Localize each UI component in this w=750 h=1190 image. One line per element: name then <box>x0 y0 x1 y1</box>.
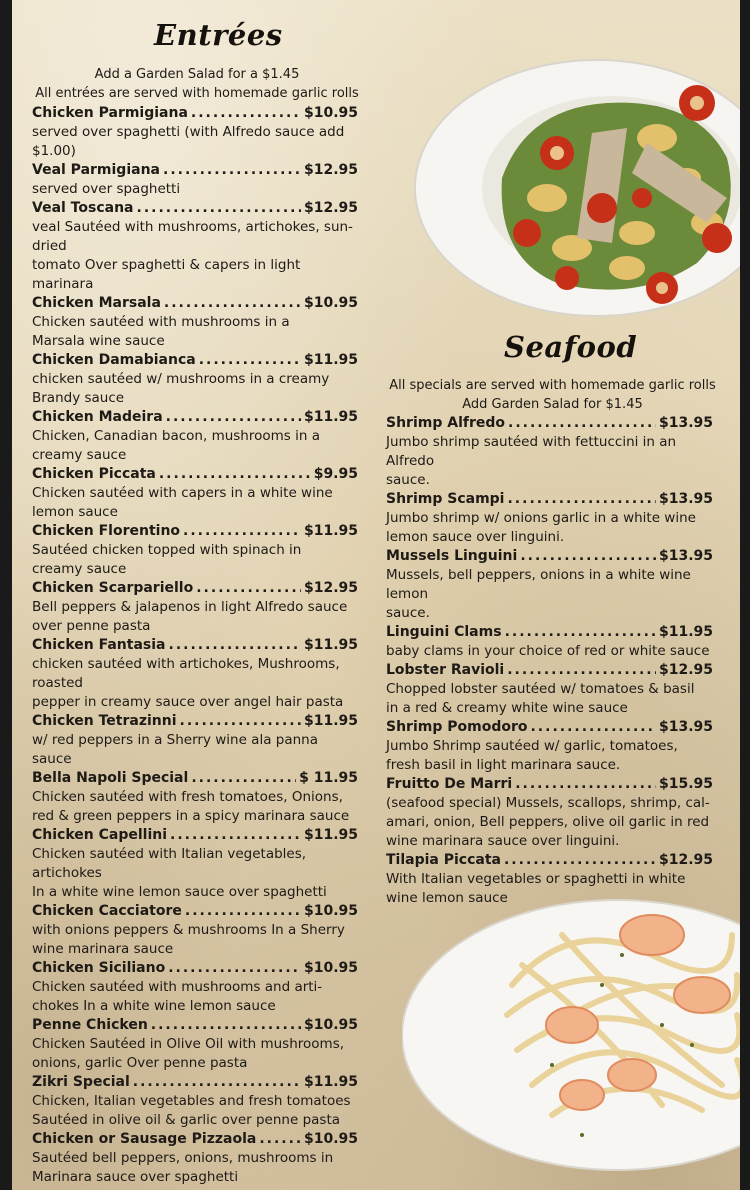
menu-item-description: creamy sauce <box>32 561 127 577</box>
menu-item-name: Shrimp Pomodoro <box>386 719 528 735</box>
menu-item-price: $11.95 <box>303 409 358 425</box>
menu-item-description: w/ red peppers in a Sherry wine ala panna sauce <box>32 732 318 767</box>
menu-item <box>32 636 358 712</box>
dot-leader <box>151 1016 301 1035</box>
menu-item-header <box>32 579 358 598</box>
menu-item-price: $10.95 <box>303 105 358 121</box>
menu-item-name: Chicken Fantasia <box>32 637 166 653</box>
dot-leader <box>185 902 301 921</box>
menu-item <box>32 712 358 769</box>
menu-page <box>12 0 740 1190</box>
dot-leader <box>183 522 301 541</box>
menu-item-description: Marsala wine sauce <box>32 333 165 349</box>
menu-item-header <box>386 547 713 566</box>
menu-item-header <box>386 490 713 509</box>
menu-item <box>32 769 358 826</box>
menu-item <box>386 547 713 623</box>
menu-item-price: $11.95 <box>658 624 713 640</box>
menu-item-description: Chicken sautéed with capers in a white wine <box>32 485 333 501</box>
menu-item-name: Mussels Linguini <box>386 548 518 564</box>
dot-leader <box>163 161 301 180</box>
menu-item-description: creamy sauce <box>32 447 127 463</box>
menu-item <box>32 104 358 161</box>
seafood-list <box>386 414 713 908</box>
menu-item <box>32 465 358 522</box>
menu-item-price: $10.95 <box>303 1017 358 1033</box>
menu-item-header <box>32 826 358 845</box>
menu-item-description: Sautéed in olive oil & garlic over penne pasta <box>32 1112 341 1128</box>
menu-item <box>32 522 358 579</box>
menu-item-header <box>32 1016 358 1035</box>
menu-item-name: Chicken Florentino <box>32 523 181 539</box>
menu-item <box>32 294 358 351</box>
menu-item-header <box>32 199 358 218</box>
menu-item-description: wine marinara sauce over linguini. <box>386 833 620 849</box>
menu-item-price: $9.95 <box>313 466 358 482</box>
menu-item-price: $11.95 <box>303 1074 358 1090</box>
menu-item-name: Chicken Piccata <box>32 466 156 482</box>
menu-item-description: Chicken sautéed with mushrooms in a <box>32 314 290 330</box>
menu-item-price: $11.95 <box>303 352 358 368</box>
menu-item-name: Chicken Madeira <box>32 409 163 425</box>
menu-item-description: Chopped lobster sautéed w/ tomatoes & basil <box>386 681 695 697</box>
menu-item-name: Linguini Clams <box>386 624 502 640</box>
menu-item-description: Chicken sautéed with fresh tomatoes, Onions, <box>32 789 343 805</box>
dot-leader <box>530 718 655 737</box>
dot-leader <box>133 1073 301 1092</box>
dot-leader <box>164 294 301 313</box>
menu-item-price: $10.95 <box>303 903 358 919</box>
menu-item-name: Penne Chicken <box>32 1017 148 1033</box>
menu-item-description: onions, garlic Over penne pasta <box>32 1055 248 1071</box>
menu-item-name: Chicken Marsala <box>32 295 161 311</box>
menu-item <box>32 959 358 1016</box>
dot-leader <box>159 465 311 484</box>
entrees-note-salad: Add a Garden Salad for a $1.45 <box>94 67 300 82</box>
seafood-note-salad: Add Garden Salad for $1.45 <box>462 397 643 412</box>
menu-item-header <box>32 959 358 978</box>
menu-item-description: wine lemon sauce <box>386 890 508 906</box>
menu-item <box>32 1130 358 1187</box>
dot-leader <box>169 636 301 655</box>
menu-item <box>32 902 358 959</box>
menu-item-price: $15.95 <box>658 776 713 792</box>
menu-item-description: With Italian vegetables or spaghetti in white <box>386 871 686 887</box>
menu-item-description: pepper in creamy sauce over angel hair pasta <box>32 694 344 710</box>
menu-item-description: served over spaghetti (with Alfredo sauce add $1.00) <box>32 124 345 159</box>
menu-item-header <box>386 775 713 794</box>
menu-item-description: sauce. <box>386 605 430 621</box>
dot-leader <box>504 851 656 870</box>
menu-item-description: baby clams in your choice of red or white sauce <box>386 643 710 659</box>
menu-item-header <box>32 769 358 788</box>
menu-item-description: lemon sauce over linguini. <box>386 529 565 545</box>
dot-leader <box>191 769 296 788</box>
menu-item-name: Shrimp Scampi <box>386 491 505 507</box>
menu-item <box>386 490 713 547</box>
shrimp-linguini-plate-image <box>402 875 740 1175</box>
menu-item-name: Fruitto De Marri <box>386 776 513 792</box>
dot-leader <box>199 351 301 370</box>
menu-item-description: lemon sauce <box>32 504 118 520</box>
menu-item-price: $13.95 <box>658 491 713 507</box>
menu-item-price: $12.95 <box>658 852 713 868</box>
menu-item-price: $11.95 <box>303 713 358 729</box>
menu-item-description: wine marinara sauce <box>32 941 174 957</box>
menu-item-price: $10.95 <box>303 1131 358 1147</box>
menu-item <box>386 661 713 718</box>
menu-item-header <box>32 294 358 313</box>
entrees-note-rolls: All entrées are served with homemade garlic rolls <box>35 86 359 101</box>
menu-item-name: Shrimp Alfredo <box>386 415 505 431</box>
menu-item <box>32 161 358 199</box>
menu-item-price: $13.95 <box>658 548 713 564</box>
dot-leader <box>507 490 655 509</box>
menu-item-description: Bell peppers & jalapenos in light Alfredo sauce <box>32 599 348 615</box>
menu-item-description: Marinara sauce over spaghetti <box>32 1169 239 1185</box>
menu-item-name: Tilapia Piccata <box>386 852 501 868</box>
menu-item-description: over penne pasta <box>32 618 151 634</box>
menu-item-header <box>32 712 358 731</box>
menu-item-price: $12.95 <box>303 162 358 178</box>
menu-item-price: $13.95 <box>658 719 713 735</box>
dot-leader <box>196 579 301 598</box>
menu-item-description: served over spaghetti <box>32 181 181 197</box>
menu-item <box>32 199 358 294</box>
menu-item-description: Chicken sautéed with Italian vegetables, artichokes <box>32 846 307 881</box>
menu-item-header <box>32 104 358 123</box>
menu-item-description: Chicken, Canadian bacon, mushrooms in a <box>32 428 320 444</box>
menu-item-header <box>386 718 713 737</box>
menu-item-name: Chicken Cacciatore <box>32 903 182 919</box>
menu-item-description: red & green peppers in a spicy marinara sauce <box>32 808 350 824</box>
menu-item-header <box>32 522 358 541</box>
menu-item-description: (seafood special) Mussels, scallops, shrimp, cal- <box>386 795 710 811</box>
menu-item-price: $ 11.95 <box>299 770 358 786</box>
menu-item-description: chokes In a white wine lemon sauce <box>32 998 276 1014</box>
menu-item-header <box>32 408 358 427</box>
menu-item-header <box>32 636 358 655</box>
menu-item-header <box>32 161 358 180</box>
menu-item-description: veal Sautéed with mushrooms, artichokes, sun-dried <box>32 219 353 254</box>
menu-item <box>386 851 713 908</box>
menu-item-header <box>32 1073 358 1092</box>
menu-item-name: Lobster Ravioli <box>386 662 505 678</box>
dot-leader <box>166 408 301 427</box>
menu-item-header <box>32 351 358 370</box>
dot-leader <box>191 104 301 123</box>
menu-item-description: Chicken Sautéed in Olive Oil with mushrooms, <box>32 1036 345 1052</box>
menu-item-name: Veal Toscana <box>32 200 134 216</box>
menu-item-header <box>386 851 713 870</box>
menu-item-description: Sautéed bell peppers, onions, mushrooms in <box>32 1150 334 1166</box>
menu-item-header <box>32 465 358 484</box>
menu-item-price: $13.95 <box>658 415 713 431</box>
menu-item <box>386 775 713 851</box>
menu-item-name: Veal Parmigiana <box>32 162 160 178</box>
menu-item-description: Jumbo shrimp w/ onions garlic in a white wine <box>386 510 696 526</box>
menu-item-name: Chicken or Sausage Pizzaola <box>32 1131 257 1147</box>
entrees-heading: Entrées <box>154 18 283 52</box>
menu-item-price: $12.95 <box>658 662 713 678</box>
menu-item-name: Chicken Tetrazinni <box>32 713 177 729</box>
menu-item-price: $10.95 <box>303 960 358 976</box>
dot-leader <box>259 1130 301 1149</box>
menu-item-name: Chicken Damabianca <box>32 352 196 368</box>
seafood-heading: Seafood <box>504 330 638 364</box>
menu-item <box>32 1073 358 1130</box>
menu-item-description: in a red & creamy white wine sauce <box>386 700 628 716</box>
menu-item <box>386 718 713 775</box>
menu-item-description: In a white wine lemon sauce over spaghetti <box>32 884 327 900</box>
seafood-note-rolls: All specials are served with homemade garlic rolls <box>389 378 716 393</box>
menu-item-price: $10.95 <box>303 295 358 311</box>
menu-item-name: Chicken Parmigiana <box>32 105 188 121</box>
menu-item <box>32 351 358 408</box>
menu-item-description: tomato Over spaghetti & capers in light marinara <box>32 257 301 292</box>
menu-item-price: $12.95 <box>303 200 358 216</box>
menu-item-description: sauce. <box>386 472 430 488</box>
menu-item-description: fresh basil in light marinara sauce. <box>386 757 621 773</box>
menu-item-description: amari, onion, Bell peppers, olive oil garlic in red <box>386 814 710 830</box>
menu-item-description: Sautéed chicken topped with spinach in <box>32 542 302 558</box>
dot-leader <box>505 623 656 642</box>
menu-item <box>386 414 713 490</box>
dot-leader <box>168 959 301 978</box>
menu-item-description: Jumbo Shrimp sautéed w/ garlic, tomatoes, <box>386 738 678 754</box>
menu-item-price: $11.95 <box>303 523 358 539</box>
dot-leader <box>520 547 656 566</box>
menu-item-name: Chicken Capellini <box>32 827 168 843</box>
dot-leader <box>137 199 301 218</box>
menu-item-price: $12.95 <box>303 580 358 596</box>
dot-leader <box>508 414 656 433</box>
menu-item-description: Mussels, bell peppers, onions in a white wine lemon <box>386 567 691 602</box>
menu-item-header <box>386 414 713 433</box>
entrees-list <box>32 104 358 1187</box>
menu-item-price: $11.95 <box>303 637 358 653</box>
menu-item-name: Chicken Scarpariello <box>32 580 194 596</box>
menu-item <box>386 623 713 661</box>
menu-item-description: Chicken, Italian vegetables and fresh tomatoes <box>32 1093 351 1109</box>
menu-item-header <box>32 1130 358 1149</box>
menu-item <box>32 408 358 465</box>
menu-item <box>32 579 358 636</box>
menu-item-header <box>32 902 358 921</box>
menu-item-description: chicken sautéed with artichokes, Mushrooms, roasted <box>32 656 340 691</box>
dot-leader <box>507 661 656 680</box>
menu-item-name: Bella Napoli Special <box>32 770 189 786</box>
menu-item-name: Chicken Siciliano <box>32 960 166 976</box>
menu-item-description: with onions peppers & mushrooms In a Sherry <box>32 922 345 938</box>
menu-item-price: $11.95 <box>303 827 358 843</box>
menu-item-header <box>386 623 713 642</box>
menu-item-name: Zikri Special <box>32 1074 130 1090</box>
dot-leader <box>515 775 656 794</box>
menu-item-description: Chicken sautéed with mushrooms and arti- <box>32 979 323 995</box>
menu-item <box>32 1016 358 1073</box>
dot-leader <box>170 826 301 845</box>
menu-item-description: Brandy sauce <box>32 390 125 406</box>
menu-item-header <box>386 661 713 680</box>
menu-item-description: chicken sautéed w/ mushrooms in a creamy <box>32 371 330 387</box>
dot-leader <box>180 712 301 731</box>
menu-item <box>32 826 358 902</box>
menu-item-description: Jumbo shrimp sautéed with fettuccini in an Alfredo <box>386 434 677 469</box>
pasta-salad-plate-image <box>407 48 740 318</box>
